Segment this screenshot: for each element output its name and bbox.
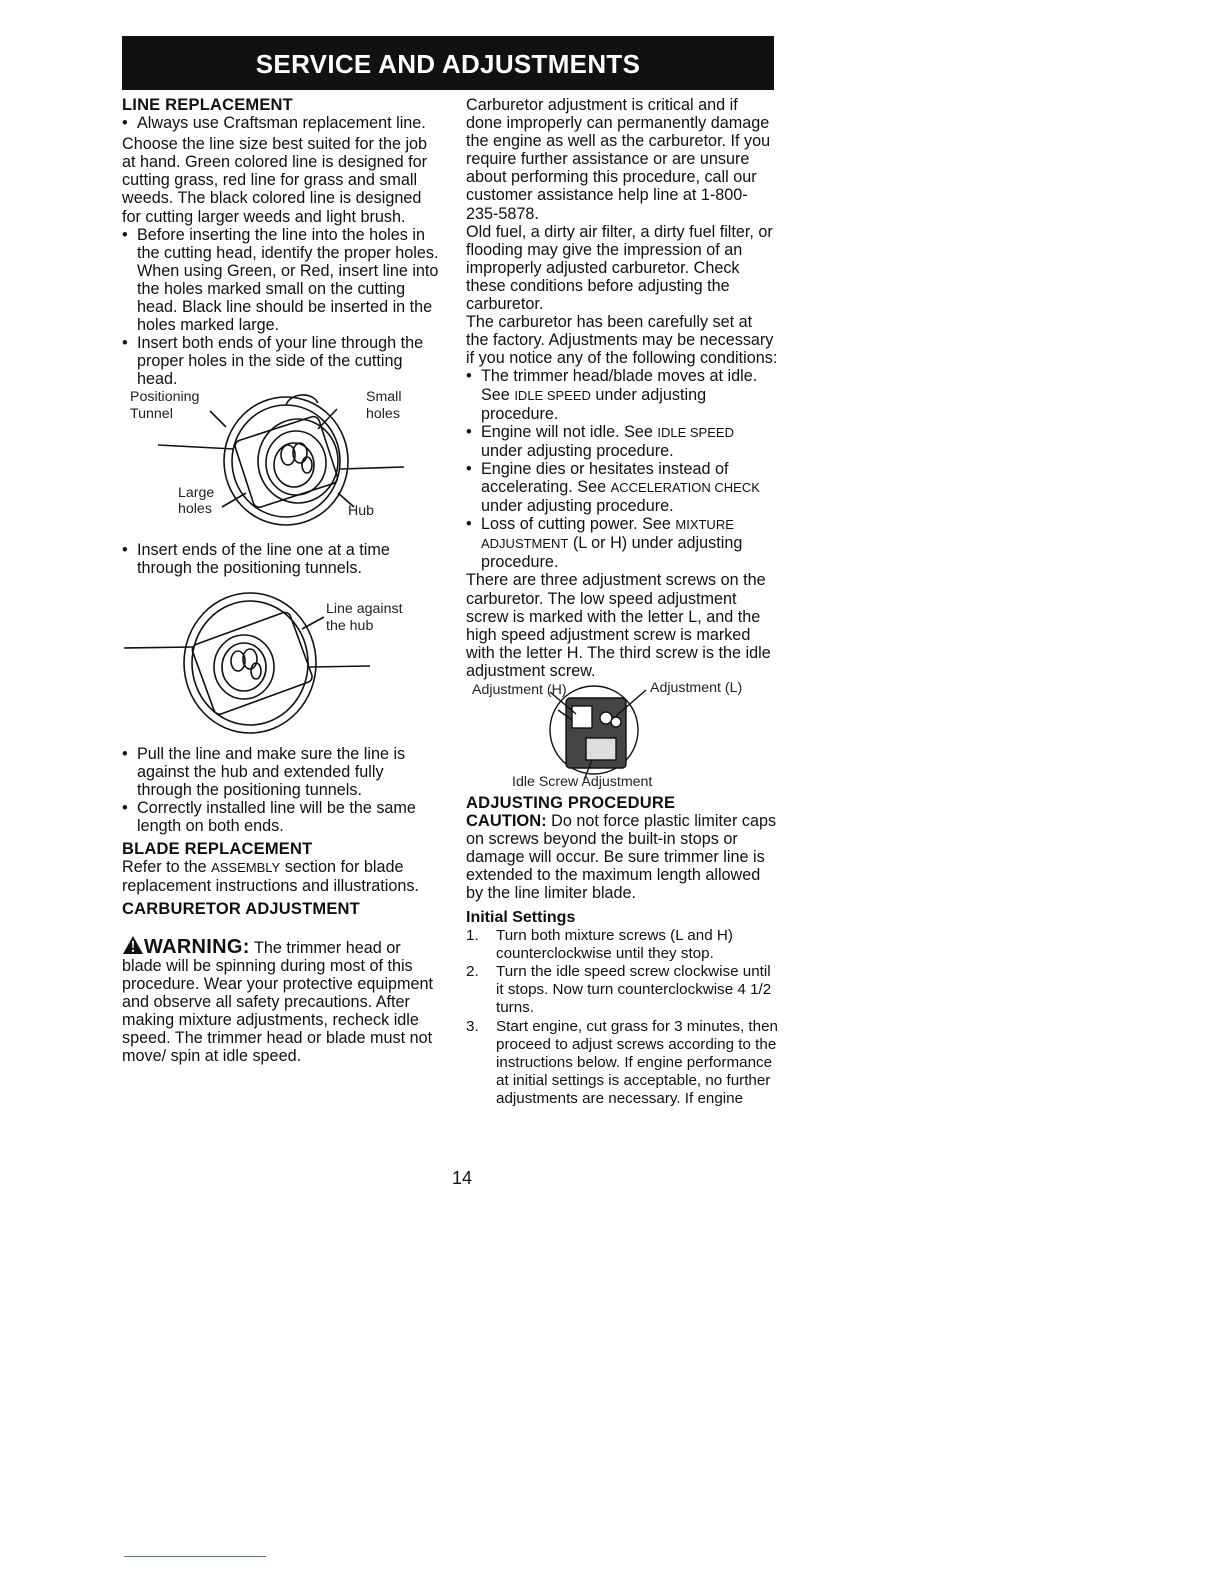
bullet-item [122,745,442,799]
bullet-text [481,515,778,571]
numbered-step [466,927,778,963]
step-number: 1. [466,926,479,944]
blade-paragraph [122,858,442,895]
factory-set-paragraph: The carburetor has been carefully set at the factory. Adjustments may be necessary if you notice any of the following conditions: [466,313,778,368]
bullet-icon: • [122,744,128,763]
blade-text-after: section for blade replacement instructions and illustrations. [122,858,419,896]
bullet-item [122,799,442,835]
bullet-icon: • [466,459,472,478]
bullet-icon: • [122,225,128,244]
idle-speed-ref: IDLE SPEED [514,387,591,403]
line-against-hub-figure [122,577,442,745]
bullet-text-pre: Engine will not idle. See [481,422,653,441]
page-number: 14 [452,1168,473,1188]
bullet-icon: • [122,540,128,559]
bullet-item [466,423,778,460]
hub-label: Hub [348,502,375,519]
bullet-icon: • [466,367,472,386]
caution-label: CAUTION: [466,812,547,831]
idle-screw-label: Idle Screw Adjustment [512,774,653,790]
tunnel-label: Tunnel [130,405,173,422]
bullet-text [481,367,778,422]
step-number: 3. [466,1017,479,1035]
bullet-icon: • [466,422,472,441]
carb-critical-paragraph: Carburetor adjustment is critical and if done improperly can permanently damage the engine as well as the carburetor. If you require further assistance or are unsure about performing this procedure, call our customer assistance help line at 1-800-235-5878. [466,96,771,223]
caution-text: Do not force plastic limiter caps on screws beyond the built-in stops or damage will occur. Be sure trimmer line is extended to the maximum length allowed by the line limiter blade. [466,812,777,903]
positioning-label: Positioning [130,388,200,405]
bullet-text-post: (L or H) under adjusting procedure. [481,534,743,572]
bullet-text: Correctly installed line will be the same length on both ends. [137,798,416,836]
large-holes-label: holes [178,500,212,517]
warning-paragraph [122,935,442,1066]
bullet-text-post: under adjusting procedure. [481,441,674,460]
bullet-text: Insert both ends of your line through the proper holes in the side of the cutting head. [137,334,424,389]
bullet-item [122,334,442,388]
three-screws-paragraph: There are three adjustment screws on the carburetor. The low speed adjustment screw is marked with the letter L, and the high speed adjustment screw is marked with the letter H. The third screw is the idle adjustment screw. [466,571,771,680]
acceleration-check-ref: ACCELERATION CHECK [610,479,760,495]
bottom-link-line [124,1556,266,1557]
bullet-text-post: under adjusting procedure. [481,385,707,423]
warning-text: The trimmer head or blade will be spinning during most of this procedure. Wear your protective equipment and observe all safety precautions. After making mixture adjustments, recheck idle speed. The trimmer head or blade must not move/ spin at idle speed. [122,938,434,1066]
bullet-text: Before inserting the line into the holes in the cutting head, identify the proper holes. When using Green, or Red, insert line into the holes marked small on the cutting head. Black line should be inserted in the holes marked large. [137,225,439,335]
line-size-paragraph: Choose the line size best suited for the job at hand. Green colored line is designed for cutting grass, red line for grass and small weeds. The black colored line is designed for cutting larger weeds and light brush. [122,135,428,226]
cutting-head-figure [122,389,442,537]
warning-triangle-icon [122,935,144,955]
carburetor-screws-figure [466,680,778,794]
adjustment-l-label: Adjustment (L) [650,680,743,696]
mixture-adjustment-ref: MIXTURE ADJUSTMENT [481,517,734,552]
bullet-text: Pull the line and make sure the line is against the hub and extended fully through the positioning tunnels. [137,744,406,799]
line-replacement-heading: LINE REPLACEMENT [122,96,293,114]
bullet-item [122,226,442,335]
warning-label: WARNING: [144,935,250,958]
idle-speed-ref: IDLE SPEED [657,424,734,440]
step-text: Start engine, cut grass for 3 minutes, then proceed to adjust screws according to the instructions below. If engine performance at initial settings is acceptable, no further adjustments are necessary. If engine [496,1017,778,1108]
bullet-text: Always use Craftsman replacement line. [137,114,426,133]
left-column [122,96,442,1065]
blade-text-before: Refer to the [122,858,207,877]
small-holes-label: holes [366,405,400,422]
bullet-item [122,541,442,577]
initial-settings-heading: Initial Settings [466,908,576,926]
step-number: 2. [466,963,479,981]
small-label: Small [366,388,402,405]
bullet-item [122,114,442,132]
the-hub-label: the hub [326,617,374,634]
bullet-item [466,460,778,515]
bullet-icon: • [466,515,472,534]
bullet-text [481,460,778,515]
bullet-icon: • [122,798,128,817]
blade-replacement-heading: BLADE REPLACEMENT [122,840,313,859]
old-fuel-paragraph: Old fuel, a dirty air filter, a dirty fuel filter, or flooding may give the impression of an improperly adjusted carburetor. Check these conditions before adjusting the carburetor. [466,222,773,314]
bullet-text-pre: Engine dies or hesitates instead of accelerating. See [481,459,729,496]
section-banner: SERVICE AND ADJUSTMENTS [122,36,774,90]
large-label: Large [178,484,215,501]
step-text: Turn the idle speed screw clockwise until it stops. Now turn counterclockwise 4 1/2 turns. [496,963,772,1017]
carburetor-adjustment-heading: CARBURETOR ADJUSTMENT [122,900,360,919]
bullet-item [466,367,778,422]
numbered-step [466,963,778,1018]
numbered-step [466,1018,778,1109]
adjusting-procedure-heading: ADJUSTING PROCEDURE [466,794,676,812]
bullet-text-pre: Loss of cutting power. See [481,515,671,534]
bullet-icon: • [122,334,128,353]
bullet-icon: • [122,114,128,133]
step-text: Turn both mixture screws (L and H) counterclockwise until they stop. [496,926,733,962]
bullet-text-pre: The trimmer head/blade moves at idle. See [481,367,758,404]
caution-paragraph [466,812,778,902]
bullet-text: Insert ends of the line one at a time through the positioning tunnels. [137,540,390,577]
adjustment-h-label: Adjustment (H) [472,682,567,698]
right-column [466,96,778,1109]
line-against-label: Line against [326,600,403,617]
bullet-text-post: under adjusting procedure. [481,497,674,516]
bullet-text [481,423,778,460]
bullet-item [466,515,778,571]
assembly-ref: ASSEMBLY [211,860,281,876]
